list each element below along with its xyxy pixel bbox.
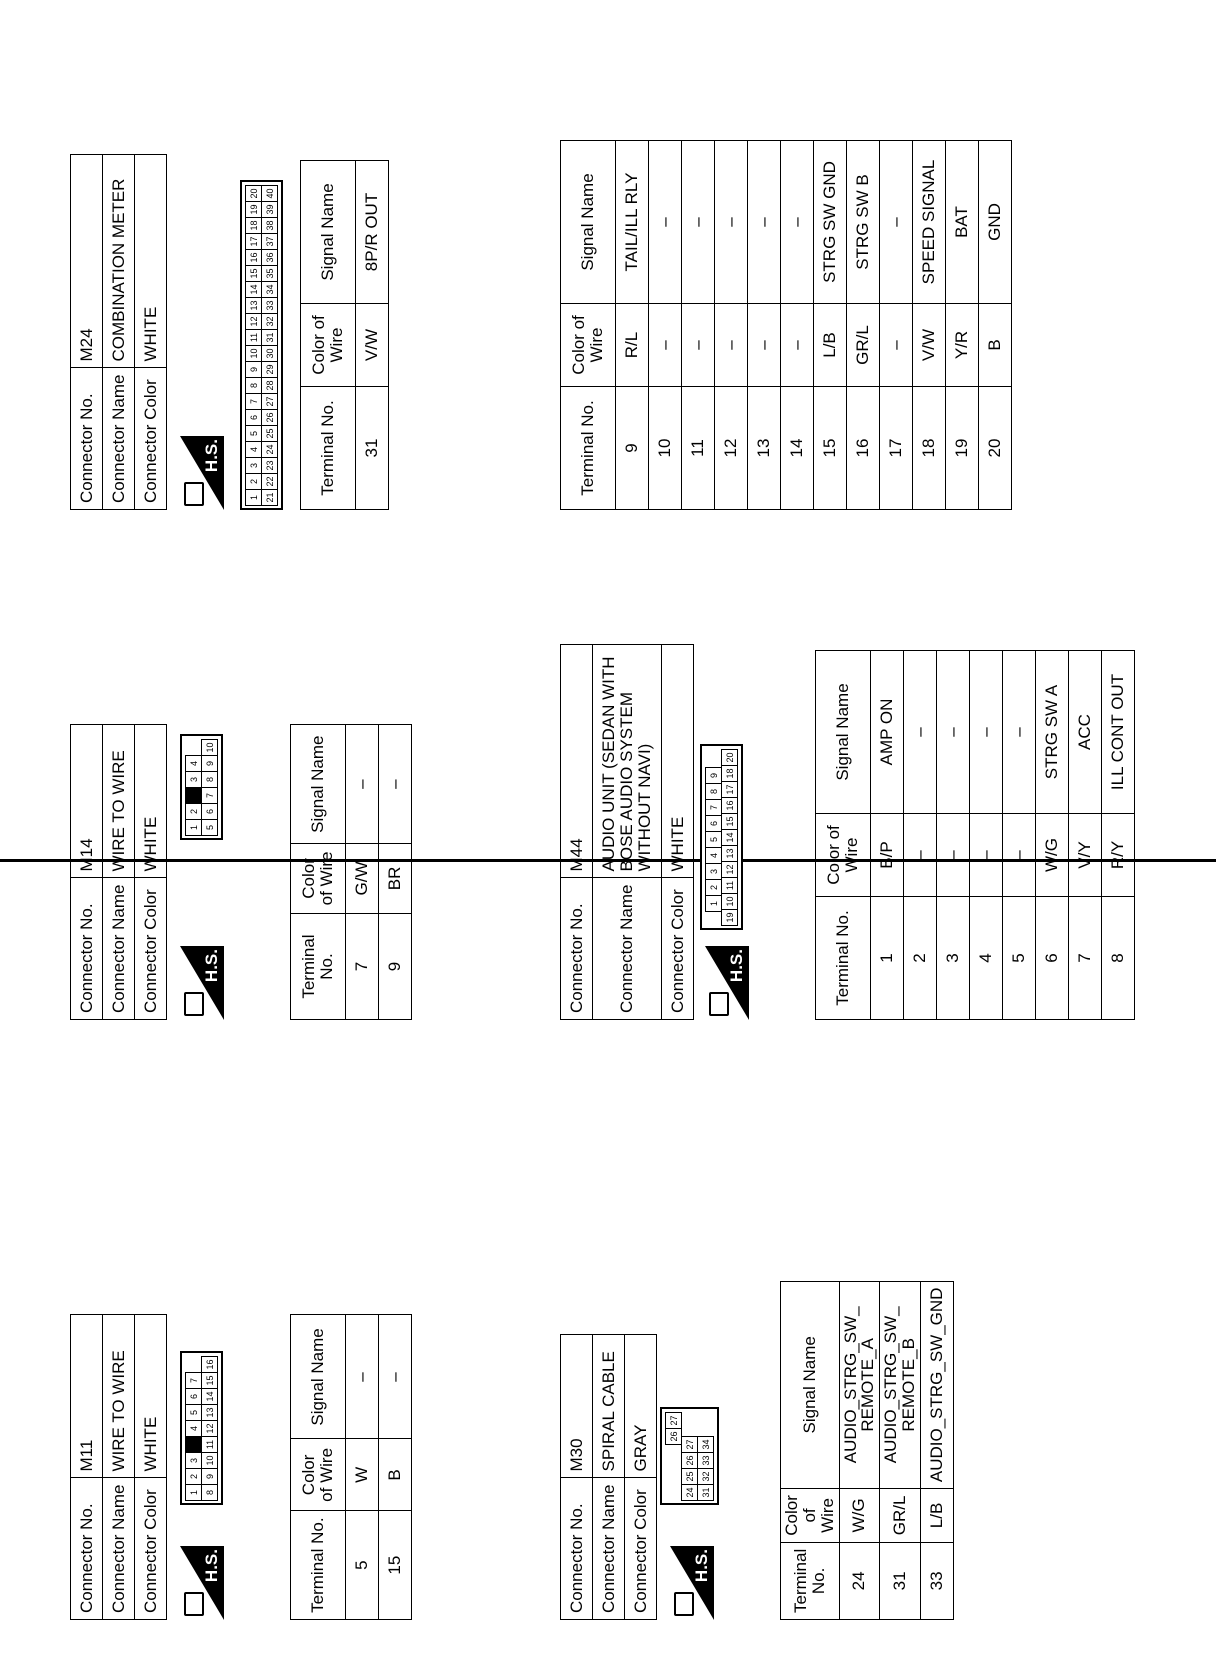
connector-pin: 37 [261, 233, 278, 250]
table-row [937, 651, 970, 1020]
wire-color-cell: V/W [356, 304, 389, 387]
table-row [682, 141, 715, 510]
connector-pin: 32 [261, 313, 278, 330]
connector-pin: 21 [261, 489, 278, 506]
terminal-no-header: Terminal No. [561, 387, 616, 510]
harness-side-icon [670, 1546, 714, 1620]
connector-pin: 6 [185, 1388, 202, 1405]
signal-name-header: Signal Name [816, 651, 871, 814]
connector-pin: 15 [245, 265, 262, 282]
connector-pin: 10 [201, 1452, 218, 1469]
signal-name-cell: – [649, 141, 682, 304]
harness-side-icon [180, 1546, 224, 1620]
table-row [616, 141, 649, 510]
connector-pinout [240, 180, 283, 510]
connector-pin: 11 [721, 877, 738, 894]
hs-label: H.S. [692, 1549, 711, 1583]
terminal-no-header: Terminal No. [291, 914, 346, 1020]
table-row [839, 1281, 880, 1619]
signal-name-cell: AUDIO_STRG_SW_GND [920, 1281, 953, 1489]
table-row [356, 161, 389, 510]
connector-pin: 33 [697, 1452, 714, 1469]
connector-pin: 13 [721, 845, 738, 862]
connector-name-value: WIRE TO WIRE [103, 1315, 135, 1478]
table-row [649, 141, 682, 510]
connector-pin: 3 [185, 771, 202, 788]
signal-name-cell: GND [979, 141, 1012, 304]
table-row [346, 1315, 379, 1620]
hs-label: H.S. [202, 439, 221, 473]
connector-pin: 4 [245, 441, 262, 458]
connector-pin: 26 [681, 1452, 698, 1469]
connector-pin: 1 [185, 819, 202, 836]
connector-m44 [560, 644, 1128, 1020]
signal-name-header: Signal Name [291, 725, 346, 843]
connector-pin: 17 [245, 233, 262, 250]
terminal-no-header: Terminal No. [781, 1542, 840, 1619]
connector-pin [665, 1472, 680, 1487]
wire-color-header: Color of Wire [301, 304, 356, 387]
connector-pin: 11 [201, 1436, 218, 1453]
signal-name-cell: AUDIO_STRG_SW_ REMOTE_A [839, 1281, 880, 1489]
signal-name-cell: – [970, 651, 1003, 814]
connector-pin: 26 [665, 1428, 682, 1445]
signal-name-cell: AUDIO_STRG_SW_ REMOTE_B [880, 1281, 921, 1489]
table-row [1003, 651, 1036, 1020]
connector-pin: 7 [245, 393, 262, 410]
wire-color-cell: W/G [839, 1489, 880, 1543]
connector-pin: 16 [721, 797, 738, 814]
wire-color-cell: R/Y [1102, 814, 1135, 897]
connector-pin: 8 [201, 1484, 218, 1501]
connector-pin: 3 [705, 863, 722, 880]
signal-name-header: Signal Name [561, 141, 616, 304]
table-row [379, 1315, 412, 1620]
signal-name-cell: STRG SW A [1036, 651, 1069, 814]
connector-pin: 12 [201, 1420, 218, 1437]
connector-pin: 2 [185, 1468, 202, 1485]
signal-name-cell: 8P/R OUT [356, 161, 389, 304]
signal-name-cell: – [346, 1315, 379, 1439]
terminal-no-cell: 5 [1003, 897, 1036, 1020]
terminal-table-a [815, 650, 1135, 1020]
wire-color-cell: – [715, 304, 748, 387]
connector-pin: 25 [261, 425, 278, 442]
terminal-no-cell: 20 [979, 387, 1012, 510]
connector-pin: 27 [261, 393, 278, 410]
connector-pin [665, 1444, 680, 1459]
terminal-no-cell: 15 [814, 387, 847, 510]
terminal-no-cell: 11 [682, 387, 715, 510]
signal-name-cell: – [904, 651, 937, 814]
connector-pin: 13 [245, 297, 262, 314]
terminal-no-cell: 10 [649, 387, 682, 510]
terminal-no-header: Terminal No. [816, 897, 871, 1020]
connector-pin: 11 [245, 329, 262, 346]
table-row [814, 141, 847, 510]
connector-color-value: GRAY [625, 1335, 657, 1478]
connector-no-value: M11 [71, 1315, 103, 1478]
connector-pin: 24 [681, 1484, 698, 1501]
connector-pin: 4 [705, 847, 722, 864]
wire-color-header: Color of Wire [561, 304, 616, 387]
table-row [715, 141, 748, 510]
connector-pin: 25 [681, 1468, 698, 1485]
connector-pin: 34 [697, 1436, 714, 1453]
connector-color-value: WHITE [135, 725, 167, 878]
signal-name-cell: – [1003, 651, 1036, 814]
connector-pin: 5 [185, 1404, 202, 1421]
connector-pinout [180, 1351, 223, 1505]
connector-pinout [660, 1407, 719, 1505]
connector-info-table [70, 724, 167, 1020]
terminal-no-cell: 1 [871, 897, 904, 1020]
connector-name-label: Connector Name [103, 368, 135, 510]
connector-pin: 19 [721, 909, 738, 926]
connector-pin: 27 [665, 1412, 682, 1429]
connector-pin: 34 [261, 281, 278, 298]
connector-color-label: Connector Color [135, 878, 167, 1020]
connector-pin: 14 [245, 281, 262, 298]
connector-pin: 14 [721, 829, 738, 846]
connector-pin: 16 [245, 249, 262, 266]
connector-pin: 18 [245, 217, 262, 234]
connector-name-label: Connector Name [103, 878, 135, 1020]
wire-color-cell: V/Y [1069, 814, 1102, 897]
hs-label: H.S. [727, 949, 746, 983]
table-row [880, 1281, 921, 1619]
terminal-no-header: Terminal No. [291, 1511, 346, 1620]
connector-pin: 20 [721, 749, 738, 766]
signal-name-cell: – [880, 141, 913, 304]
connector-pin: 7 [705, 799, 722, 816]
connector-color-label: Connector Color [662, 878, 694, 1020]
wire-color-cell: – [937, 814, 970, 897]
connector-pin: 3 [185, 1452, 202, 1469]
wire-color-header: Color of Wire [291, 843, 346, 913]
connector-m30 [560, 1287, 946, 1620]
terminal-table [290, 1314, 412, 1620]
connector-pin: 10 [245, 345, 262, 362]
connector-m24 [70, 154, 382, 510]
connector-pin: 1 [185, 1484, 202, 1501]
connector-info-table [70, 1314, 167, 1620]
wire-color-cell: – [1003, 814, 1036, 897]
connector-name-value: COMBINATION METER [103, 155, 135, 368]
signal-name-cell: BAT [946, 141, 979, 304]
connector-pin: 4 [185, 1420, 202, 1437]
terminal-no-cell: 3 [937, 897, 970, 1020]
connector-no-label: Connector No. [71, 878, 103, 1020]
connector-pin: 23 [261, 457, 278, 474]
connector-color-label: Connector Color [625, 1478, 657, 1620]
terminal-no-cell: 19 [946, 387, 979, 510]
wire-color-cell: BR [379, 843, 412, 913]
wire-color-cell: R/L [616, 304, 649, 387]
connector-pin: 31 [697, 1484, 714, 1501]
connector-pin: 24 [261, 441, 278, 458]
signal-name-cell: STRG SW B [847, 141, 880, 304]
connector-pin: 7 [201, 787, 218, 804]
hs-label: H.S. [202, 1549, 221, 1583]
wire-color-cell: – [904, 814, 937, 897]
terminal-no-cell: 24 [839, 1542, 880, 1619]
wire-color-cell: W [346, 1439, 379, 1511]
connector-pin: 31 [261, 329, 278, 346]
connector-pin: 9 [201, 1468, 218, 1485]
connector-pin: 27 [681, 1436, 698, 1453]
terminal-no-cell: 16 [847, 387, 880, 510]
signal-name-cell: TAIL/ILL RLY [616, 141, 649, 304]
terminal-no-cell: 18 [913, 387, 946, 510]
connector-pin [185, 787, 202, 804]
connector-pin [665, 1486, 680, 1501]
wire-color-cell: – [649, 304, 682, 387]
connector-pin: 5 [201, 819, 218, 836]
terminal-no-cell: 12 [715, 387, 748, 510]
connector-no-label: Connector No. [71, 1478, 103, 1620]
signal-name-cell: SPEED SIGNAL [913, 141, 946, 304]
connector-pin: 16 [201, 1356, 218, 1373]
connector-pin: 15 [201, 1372, 218, 1389]
table-row [913, 141, 946, 510]
connector-color-label: Connector Color [135, 368, 167, 510]
signal-name-cell: – [379, 1315, 412, 1439]
terminal-no-cell: 4 [970, 897, 1003, 1020]
wire-color-cell: – [748, 304, 781, 387]
connector-pin: 17 [721, 781, 738, 798]
connector-pin: 10 [721, 893, 738, 910]
connector-pin: 28 [261, 377, 278, 394]
table-row [920, 1281, 953, 1619]
connector-pinout [180, 734, 223, 840]
connector-pin: 9 [705, 767, 722, 784]
connector-pin: 8 [705, 783, 722, 800]
terminal-no-cell: 13 [748, 387, 781, 510]
connector-pin: 26 [261, 409, 278, 426]
connector-name-label: Connector Name [593, 878, 662, 1020]
harness-side-icon [705, 946, 749, 1020]
connector-info-table [70, 154, 167, 510]
connector-pin: 9 [245, 361, 262, 378]
wire-color-cell: GR/L [880, 1489, 921, 1543]
terminal-table [300, 160, 389, 510]
table-row [946, 141, 979, 510]
table-row [1036, 651, 1069, 1020]
connector-color-value: WHITE [135, 1315, 167, 1478]
wire-color-cell: G/W [346, 843, 379, 913]
connector-name-value: AUDIO UNIT (SEDAN WITH BOSE AUDIO SYSTEM WITHOUT NAVI) [593, 645, 662, 878]
wire-color-cell: – [682, 304, 715, 387]
connector-pin: 5 [705, 831, 722, 848]
connector-pin: 4 [185, 755, 202, 772]
connector-pin: 13 [201, 1404, 218, 1421]
terminal-no-cell: 8 [1102, 897, 1135, 1020]
wire-color-cell: V/W [913, 304, 946, 387]
wire-color-cell: – [880, 304, 913, 387]
terminal-no-cell: 14 [781, 387, 814, 510]
wire-color-header: Color of Wire [781, 1489, 840, 1543]
connector-pin: 6 [245, 409, 262, 426]
table-row [871, 651, 904, 1020]
signal-name-cell: STRG SW GND [814, 141, 847, 304]
hs-label: H.S. [202, 949, 221, 983]
table-row [1102, 651, 1135, 1020]
terminal-no-cell: 15 [379, 1511, 412, 1620]
terminal-no-cell: 7 [1069, 897, 1102, 1020]
wire-color-cell: L/B [920, 1489, 953, 1543]
signal-name-cell: AMP ON [871, 651, 904, 814]
connector-color-label: Connector Color [135, 1478, 167, 1620]
connector-no-label: Connector No. [561, 1478, 593, 1620]
terminal-no-cell: 5 [346, 1511, 379, 1620]
signal-name-cell: – [715, 141, 748, 304]
connector-pin: 12 [721, 861, 738, 878]
signal-name-cell: – [748, 141, 781, 304]
wire-color-cell: – [970, 814, 1003, 897]
table-row [1069, 651, 1102, 1020]
wire-color-cell: GR/L [847, 304, 880, 387]
connector-pin: 2 [705, 879, 722, 896]
connector-pin [705, 753, 720, 768]
connector-color-value: WHITE [135, 155, 167, 368]
connector-pin: 6 [201, 803, 218, 820]
connector-pin [705, 911, 720, 926]
wire-color-header: Color of Wire [291, 1439, 346, 1511]
terminal-no-cell: 9 [379, 914, 412, 1020]
signal-name-cell: ILL CONT OUT [1102, 651, 1135, 814]
connector-name-value: WIRE TO WIRE [103, 725, 135, 878]
table-row [880, 141, 913, 510]
table-row [847, 141, 880, 510]
connector-color-value: WHITE [662, 645, 694, 878]
connector-no-value: M30 [561, 1335, 593, 1478]
connector-pin: 12 [245, 313, 262, 330]
signal-name-cell: ACC [1069, 651, 1102, 814]
connector-pin: 8 [245, 377, 262, 394]
connector-m44-continued [560, 140, 1012, 510]
wire-color-cell: W/G [1036, 814, 1069, 897]
connector-no-label: Connector No. [71, 368, 103, 510]
connector-pin: 22 [261, 473, 278, 490]
connector-pin: 38 [261, 217, 278, 234]
table-row [904, 651, 937, 1020]
terminal-no-cell: 7 [346, 914, 379, 1020]
connector-pin: 1 [245, 489, 262, 506]
connector-pin: 30 [261, 345, 278, 362]
connector-pin: 2 [185, 803, 202, 820]
terminal-no-cell: 6 [1036, 897, 1069, 1020]
table-row [979, 141, 1012, 510]
connector-pin: 39 [261, 201, 278, 218]
connector-pin: 20 [245, 185, 262, 202]
connector-m14 [70, 724, 405, 1020]
connector-pin: 32 [697, 1468, 714, 1485]
wire-color-cell: – [781, 304, 814, 387]
connector-pin: 19 [245, 201, 262, 218]
connector-pin [185, 1436, 202, 1453]
connector-pin: 14 [201, 1388, 218, 1405]
wire-color-cell: B/P [871, 814, 904, 897]
table-row [781, 141, 814, 510]
connector-no-value: M44 [561, 645, 593, 878]
terminal-no-cell: 17 [880, 387, 913, 510]
wire-color-cell: B [979, 304, 1012, 387]
connector-pin: 35 [261, 265, 278, 282]
signal-name-cell: – [937, 651, 970, 814]
wire-color-cell: Y/R [946, 304, 979, 387]
connector-pin: 18 [721, 765, 738, 782]
signal-name-header: Signal Name [781, 1281, 840, 1489]
wire-color-cell: B [379, 1439, 412, 1511]
connector-info-table [560, 644, 694, 1020]
connector-pin: 36 [261, 249, 278, 266]
connector-no-value: M14 [71, 725, 103, 878]
connector-pinout [700, 744, 743, 930]
signal-name-cell: – [346, 725, 379, 843]
connector-name-label: Connector Name [593, 1478, 625, 1620]
terminal-table [290, 724, 412, 1020]
signal-name-header: Signal Name [291, 1315, 346, 1439]
connector-name-label: Connector Name [103, 1478, 135, 1620]
harness-side-icon [180, 946, 224, 1020]
connector-name-value: SPIRAL CABLE [593, 1335, 625, 1478]
connector-pin: 9 [201, 755, 218, 772]
wire-color-header: Color of Wire [816, 814, 871, 897]
connector-m11 [70, 1314, 405, 1620]
signal-name-cell: – [379, 725, 412, 843]
terminal-no-cell: 31 [880, 1542, 921, 1619]
terminal-no-cell: 31 [356, 387, 389, 510]
terminal-no-cell: 2 [904, 897, 937, 1020]
connector-pin: 8 [201, 771, 218, 788]
connector-pin: 10 [201, 739, 218, 756]
wire-color-cell: L/B [814, 304, 847, 387]
connector-pin: 40 [261, 185, 278, 202]
table-row [346, 725, 379, 1020]
connector-info-table [560, 1334, 657, 1620]
table-row [379, 725, 412, 1020]
connector-pin: 3 [245, 457, 262, 474]
connector-no-label: Connector No. [561, 878, 593, 1020]
table-row [970, 651, 1003, 1020]
connector-pin: 33 [261, 297, 278, 314]
signal-name-cell: – [682, 141, 715, 304]
terminal-no-header: Terminal No. [301, 387, 356, 510]
connector-pin: 29 [261, 361, 278, 378]
terminal-no-cell: 33 [920, 1542, 953, 1619]
signal-name-header: Signal Name [301, 161, 356, 304]
terminal-table-b [560, 140, 1012, 510]
connector-pin: 15 [721, 813, 738, 830]
connector-pin: 1 [705, 895, 722, 912]
table-row [748, 141, 781, 510]
harness-side-icon [180, 436, 224, 510]
connector-pin: 2 [245, 473, 262, 490]
terminal-table [780, 1281, 954, 1620]
connector-no-value: M24 [71, 155, 103, 368]
connector-pin [665, 1458, 680, 1473]
terminal-no-cell: 9 [616, 387, 649, 510]
connector-pin: 6 [705, 815, 722, 832]
signal-name-cell: – [781, 141, 814, 304]
connector-pin: 5 [245, 425, 262, 442]
connector-pin: 7 [185, 1372, 202, 1389]
